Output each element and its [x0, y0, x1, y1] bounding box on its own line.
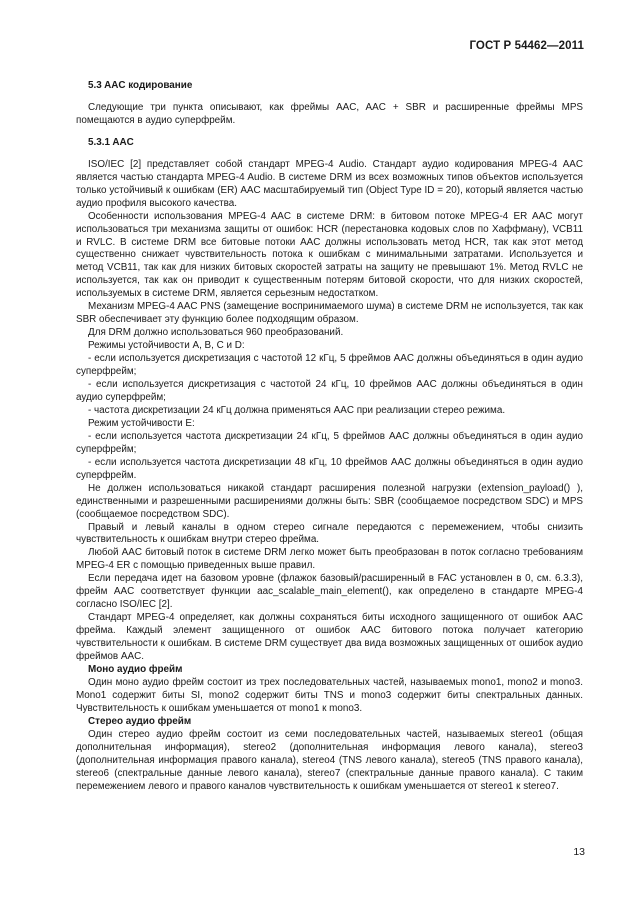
paragraph: ISO/IEC [2] представляет собой стандарт MPEG-4 Audio. Стандарт аудио кодирования MPEG-4 AAC является частью стандарта MPEG-4 Audio. В системе DRM из всех возможных типов объектов используется только устойчивый к ошибкам (ER) AAC масштабируемый тип (Object Type ID = 20), который является частью аудио профиля высокого качества.	[76, 158, 583, 209]
stereo-frame-title: Стерео аудио фрейм	[88, 715, 192, 727]
mono-frame-text: Один моно аудио фрейм состоит из трех последовательных частей, называемых mono1, mono2 и mono3. Mono1 содержит биты SI, mono2 содержит биты TNS и mono3 содержит биты спектральных данных. Чувствительность к ошибкам уменьшается от mono1 к mono3.	[76, 676, 583, 714]
paragraph: Если передача идет на базовом уровне (флажок базовый/расширенный в FAC установлен в 0, см. 6.3.3), фрейм AAC соответствует функции aac_scalable_main_element(), как определено в стандарте MPEG-4 согласно ISO/IEC [2].	[76, 573, 583, 611]
paragraph: Режимы устойчивости A, B, C и D:	[88, 340, 245, 352]
mono-frame-title: Моно аудио фрейм	[88, 663, 183, 675]
paragraph: Стандарт MPEG-4 определяет, как должны сохраняться биты исходного защищенного от ошибок AAC фрейма. Каждый элемент защищенного от ошибок AAC битового потока получает категорию чувствительности к ошибкам. В системе DRM существует два вида возможных защищенных от ошибок аудио фреймов AAC.	[76, 612, 583, 663]
list-item: - если используется частота дискретизации 48 кГц, 10 фреймов AAC должны объединяться в один аудио суперфрейм.	[76, 456, 583, 481]
paragraph: Механизм MPEG-4 AAC PNS (замещение воспринимаемого шума) в системе DRM не используется, так как SBR обеспечивает эту функцию более подходящим образом.	[76, 301, 583, 326]
document-header: ГОСТ Р 54462—2011	[469, 40, 584, 52]
list-item: - частота дискретизации 24 кГц должна применяться AAC при реализации стерео режима.	[88, 404, 506, 416]
paragraph: Любой AAC битовый поток в системе DRM легко может быть преобразован в поток согласно требованиям MPEG-4 ER с помощью приведенных выше правил.	[76, 547, 583, 572]
list-item: - если используется дискретизация с частотой 24 кГц, 10 фреймов AAC должны объединяться в один аудио суперфрейм;	[76, 379, 583, 403]
section-intro: Следующие три пункта описывают, как фреймы AAC, AAC + SBR и расширенные фреймы MPS помещаются в аудио суперфрейм.	[76, 101, 583, 126]
page-number: 13	[573, 846, 585, 858]
stereo-frame-text: Один стерео аудио фрейм состоит из семи последовательных частей, называемых stereo1 (общая дополнительная информация), stereo2 (дополнительная информация левого канала), stereo3 (дополнительная информация правого канала), stereo4 (TNS левого канала), stereo5 (TNS правого канала), stereo6 (спектральные данные левого канала), stereo7 (спектральные данные правого канала). С таким перемежением левого и правого каналов чувствительность к ошибкам уменьшается от stereo1 к stereo7.	[76, 728, 583, 792]
section-title: 5.3 AAC кодирование	[88, 80, 193, 91]
paragraph: Для DRM должно использоваться 960 преобразований.	[88, 327, 344, 339]
list-item: - если используется частота дискретизации 24 кГц, 5 фреймов AAC должны объединяться в один аудио суперфрейм;	[76, 430, 583, 455]
paragraph: Особенности использования MPEG-4 AAC в системе DRM: в битовом потоке MPEG-4 ER AAC могут использоваться три механизма защиты от ошибок: HCR (перестановка кодовых слов по Хаффману), VCB11 и RVLC. В системе DRM все битовые потоки AAC должны использовать метод HCR, так как этот метод существенно снижает чувствительность потока к ошибкам с минимальными затратами. Используется и метод VCB11, так как для низких битовых скоростей затраты на защиту не превышают 1%. Метод RVLC не используется, так как он приводит к существенным потерям битовой скорости, что для низких скоростей, используемых в системе DRM, является серьезным недостатком.	[76, 210, 583, 300]
list-item: - если используется дискретизация с частотой 12 кГц, 5 фреймов AAC должны объединяться в один аудио суперфрейм;	[76, 353, 583, 378]
paragraph: Не должен использоваться никакой стандарт расширения полезной нагрузки (extension_payload() ), единственными и разрешенными расширениями должны быть: SBR (сообщаемое посредством SDC) и MPS (сообщаемое посредством SDC).	[76, 482, 583, 520]
paragraph: Правый и левый каналы в одном стерео сигнале передаются с перемежением, чтобы снизить чувствительность к ошибкам внутри стерео фрейма.	[76, 521, 583, 546]
subsection-title: 5.3.1 AAC	[88, 136, 134, 148]
page-content	[76, 80, 583, 794]
paragraph: Режим устойчивости E:	[88, 417, 195, 429]
